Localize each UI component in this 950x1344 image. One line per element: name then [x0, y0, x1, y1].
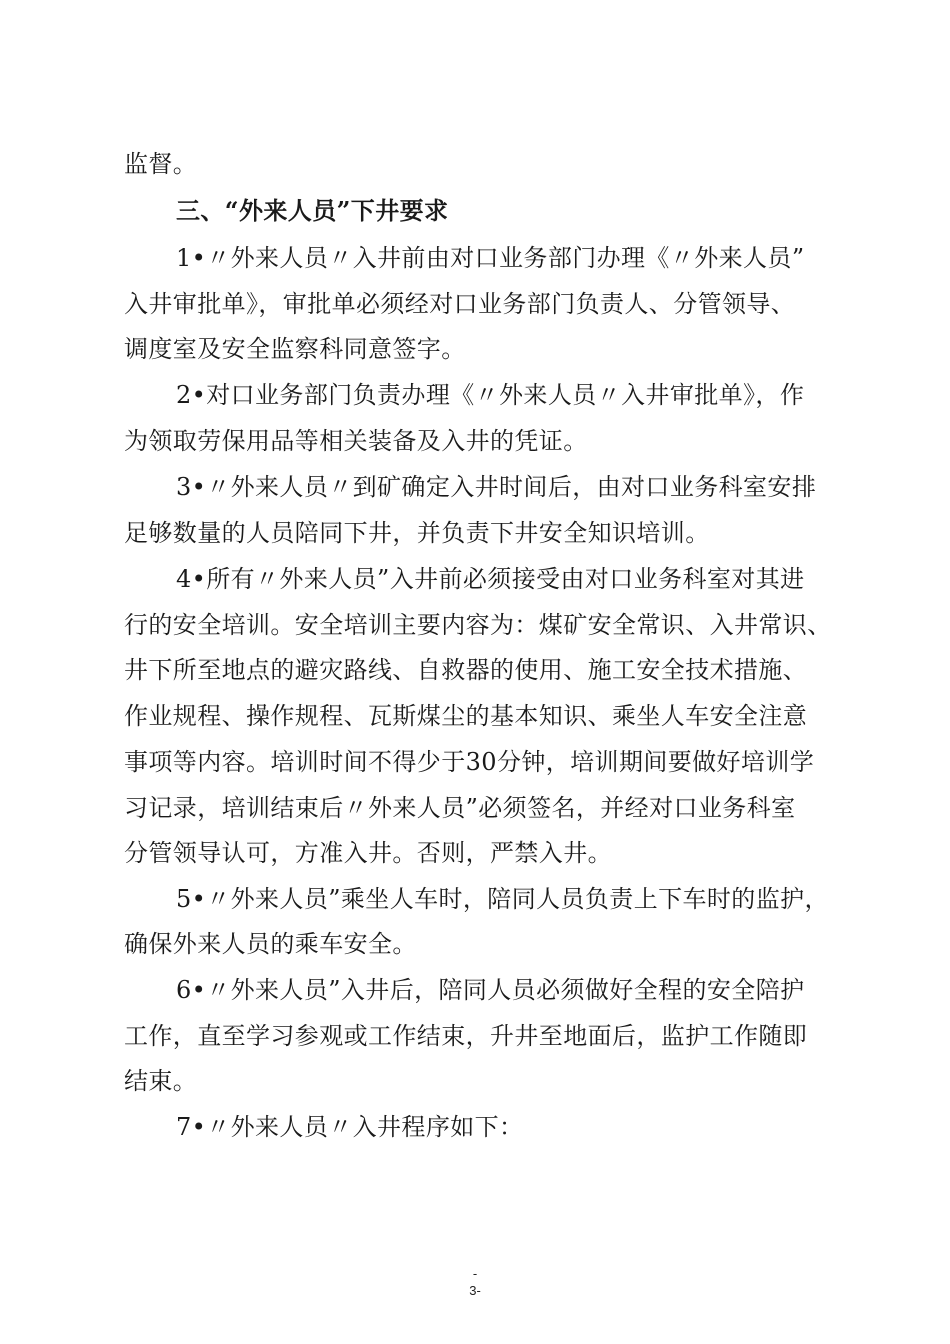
paragraph-line: 足够数量的人员陪同下井，并负责下井安全知识培训。 — [124, 519, 710, 547]
paragraph-line: 确保外来人员的乘车安全。 — [124, 930, 417, 958]
paragraph-line: 为领取劳保用品等相关装备及入井的凭证。 — [124, 427, 588, 455]
paragraph-line: 调度室及安全监察科同意签字。 — [124, 335, 466, 363]
paragraph-line: 3•〃外来人员〃到矿确定入井时间后，由对口业务科室安排 — [176, 473, 817, 501]
paragraph-line: 6•〃外来人员”入井后，陪同人员必须做好全程的安全陪护 — [176, 976, 805, 1004]
paragraph-line: 行的安全培训。安全培训主要内容为：煤矿安全常识、入井常识、 — [124, 611, 832, 639]
paragraph-line: 入井审批单》，审批单必须经对口业务部门负责人、分管领导、 — [124, 290, 796, 318]
paragraph-line: 习记录，培训结束后〃外来人员”必须签名，并经对口业务科室 — [124, 794, 796, 822]
paragraph-line: 分管领导认可，方准入井。否则，严禁入井。 — [124, 839, 612, 867]
paragraph-line: 事项等内容。培训时间不得少于30分钟，培训期间要做好培训学 — [124, 748, 815, 776]
paragraph-line: 井下所至地点的避灾路线、自救器的使用、施工安全技术措施、 — [124, 656, 808, 684]
paragraph-line: 结束。 — [124, 1067, 198, 1095]
footer-dash: - — [472, 1266, 478, 1281]
paragraph-line: 工作，直至学习参观或工作结束，升井至地面后，监护工作随即 — [124, 1022, 808, 1050]
paragraph-line: 作业规程、操作规程、瓦斯煤尘的基本知识、乘坐人车安全注意 — [124, 702, 808, 730]
paragraph-line: 4•所有〃外来人员”入井前必须接受由对口业务科室对其进 — [176, 565, 805, 593]
paragraph-line: 1•〃外来人员〃入井前由对口业务部门办理《〃外来人员” — [176, 244, 805, 272]
section-heading: 三、“外来人员”下井要求 — [176, 196, 449, 225]
paragraph-line: 5•〃外来人员”乘坐人车时，陪同人员负责上下车时的监护， — [176, 885, 829, 913]
paragraph-line: 7•〃外来人员〃入井程序如下： — [176, 1113, 524, 1141]
paragraph-line: 2•对口业务部门负责办理《〃外来人员〃入井审批单》，作 — [176, 381, 805, 409]
paragraph-line: 监督。 — [124, 150, 198, 178]
page-number: 3- — [469, 1283, 481, 1298]
